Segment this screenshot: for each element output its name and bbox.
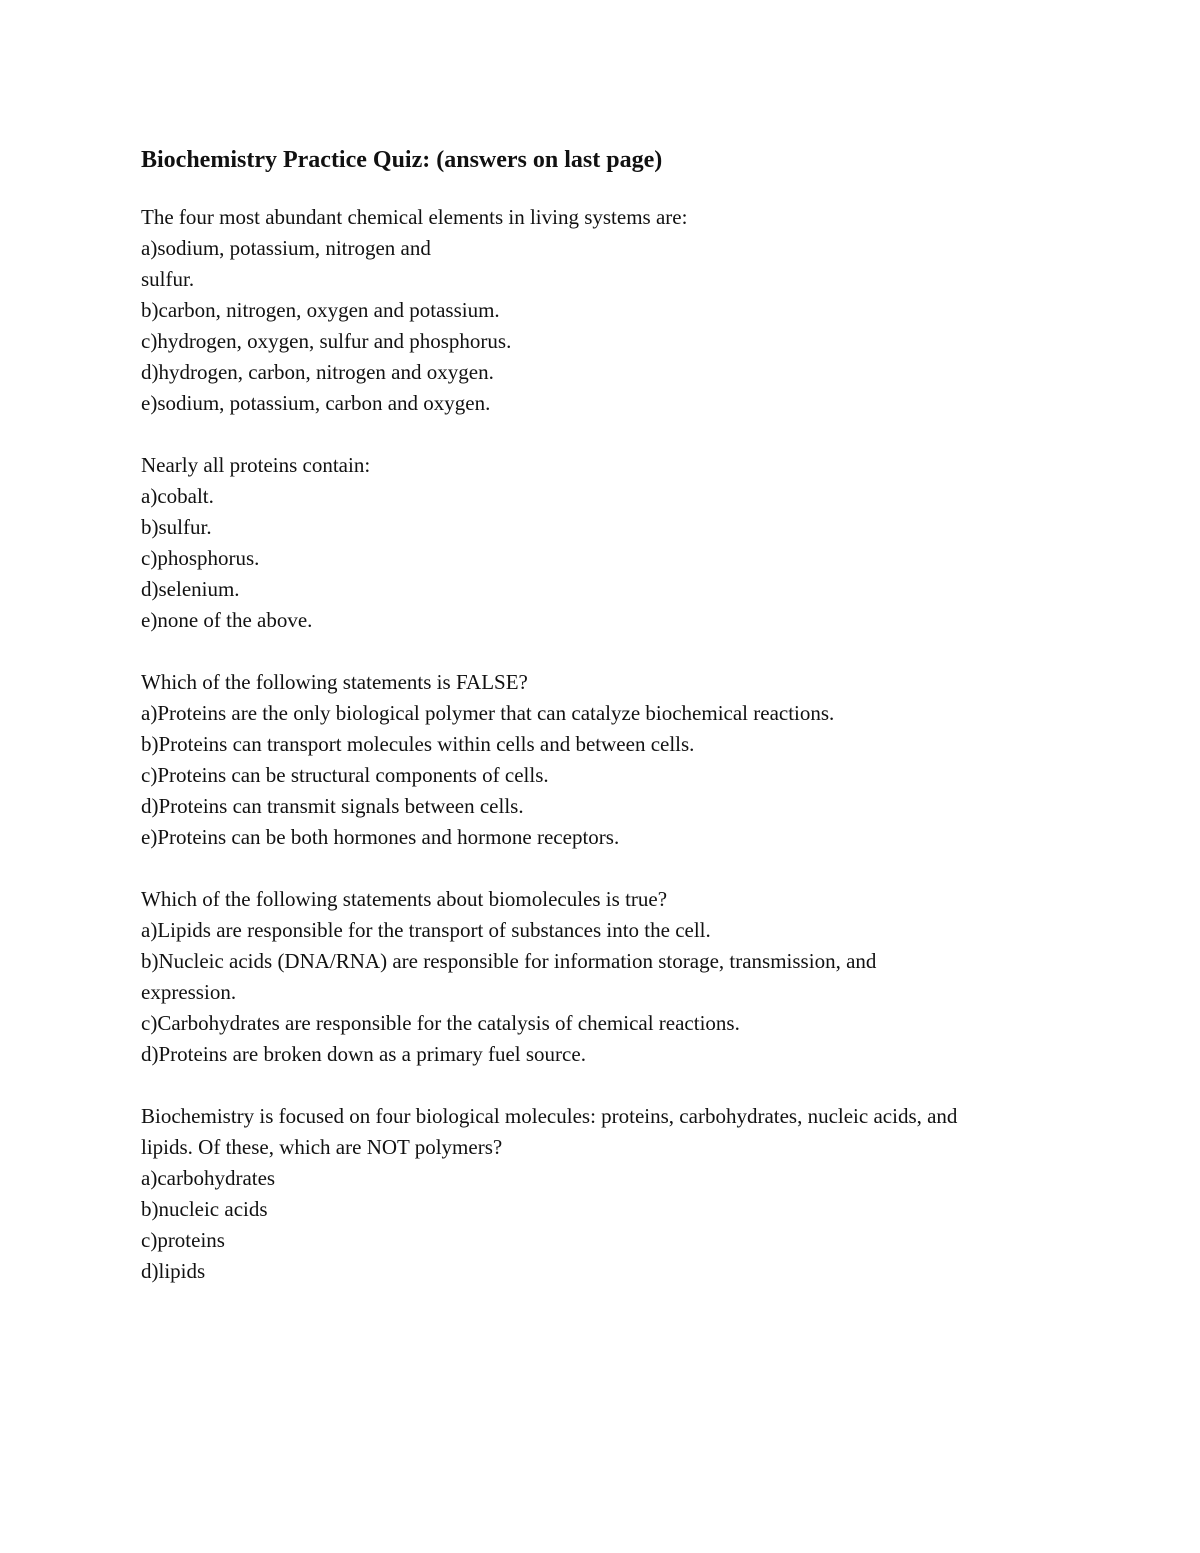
answer-line: sulfur. <box>141 267 195 291</box>
answer-line: lipids. Of these, which are NOT polymers? <box>141 1135 503 1159</box>
answer-line: b)carbon, nitrogen, oxygen and potassium. <box>141 298 500 322</box>
answer-line: e)sodium, potassium, carbon and oxygen. <box>141 391 491 415</box>
answer-line: a)Lipids are responsible for the transport of substances into the cell. <box>141 918 711 942</box>
question-text: Which of the following statements is FALSE? <box>141 670 528 694</box>
answer-line: d)selenium. <box>141 577 240 601</box>
answer-line: d)Proteins can transmit signals between cells. <box>141 794 524 818</box>
answer-line: d)hydrogen, carbon, nitrogen and oxygen. <box>141 360 494 384</box>
question-text: Biochemistry is focused on four biological molecules: proteins, carbohydrates, nucleic acids, and <box>141 1104 958 1128</box>
answer-line: a)cobalt. <box>141 484 214 508</box>
answer-line: e)Proteins can be both hormones and hormone receptors. <box>141 825 620 849</box>
question-block <box>141 667 1081 853</box>
question-block <box>141 202 1081 419</box>
answer-line: c)proteins <box>141 1228 225 1252</box>
question-text: The four most abundant chemical elements in living systems are: <box>141 205 688 229</box>
question-block <box>141 450 1081 636</box>
document-page <box>141 140 1081 1318</box>
answer-line: b)Proteins can transport molecules within cells and between cells. <box>141 732 695 756</box>
question-text: Nearly all proteins contain: <box>141 453 371 477</box>
answer-line: c)hydrogen, oxygen, sulfur and phosphorus. <box>141 329 512 353</box>
question-list <box>141 202 1081 1287</box>
answer-line: c)phosphorus. <box>141 546 260 570</box>
answer-line: expression. <box>141 980 237 1004</box>
answer-line: b)nucleic acids <box>141 1197 268 1221</box>
answer-line: d)lipids <box>141 1259 206 1283</box>
question-block <box>141 1101 1081 1287</box>
question-text: Which of the following statements about biomolecules is true? <box>141 887 668 911</box>
answer-line: c)Proteins can be structural components of cells. <box>141 763 549 787</box>
answer-line: a)Proteins are the only biological polymer that can catalyze biochemical reactions. <box>141 701 835 725</box>
answer-line: d)Proteins are broken down as a primary fuel source. <box>141 1042 586 1066</box>
answer-line: e)none of the above. <box>141 608 313 632</box>
page-title: Biochemistry Practice Quiz: (answers on last page) <box>141 147 663 173</box>
answer-line: b)sulfur. <box>141 515 212 539</box>
answer-line: a)sodium, potassium, nitrogen and <box>141 236 431 260</box>
answer-line: b)Nucleic acids (DNA/RNA) are responsible for information storage, transmission, and <box>141 949 877 973</box>
question-block <box>141 884 1081 1070</box>
answer-line: a)carbohydrates <box>141 1166 276 1190</box>
answer-line: c)Carbohydrates are responsible for the catalysis of chemical reactions. <box>141 1011 740 1035</box>
